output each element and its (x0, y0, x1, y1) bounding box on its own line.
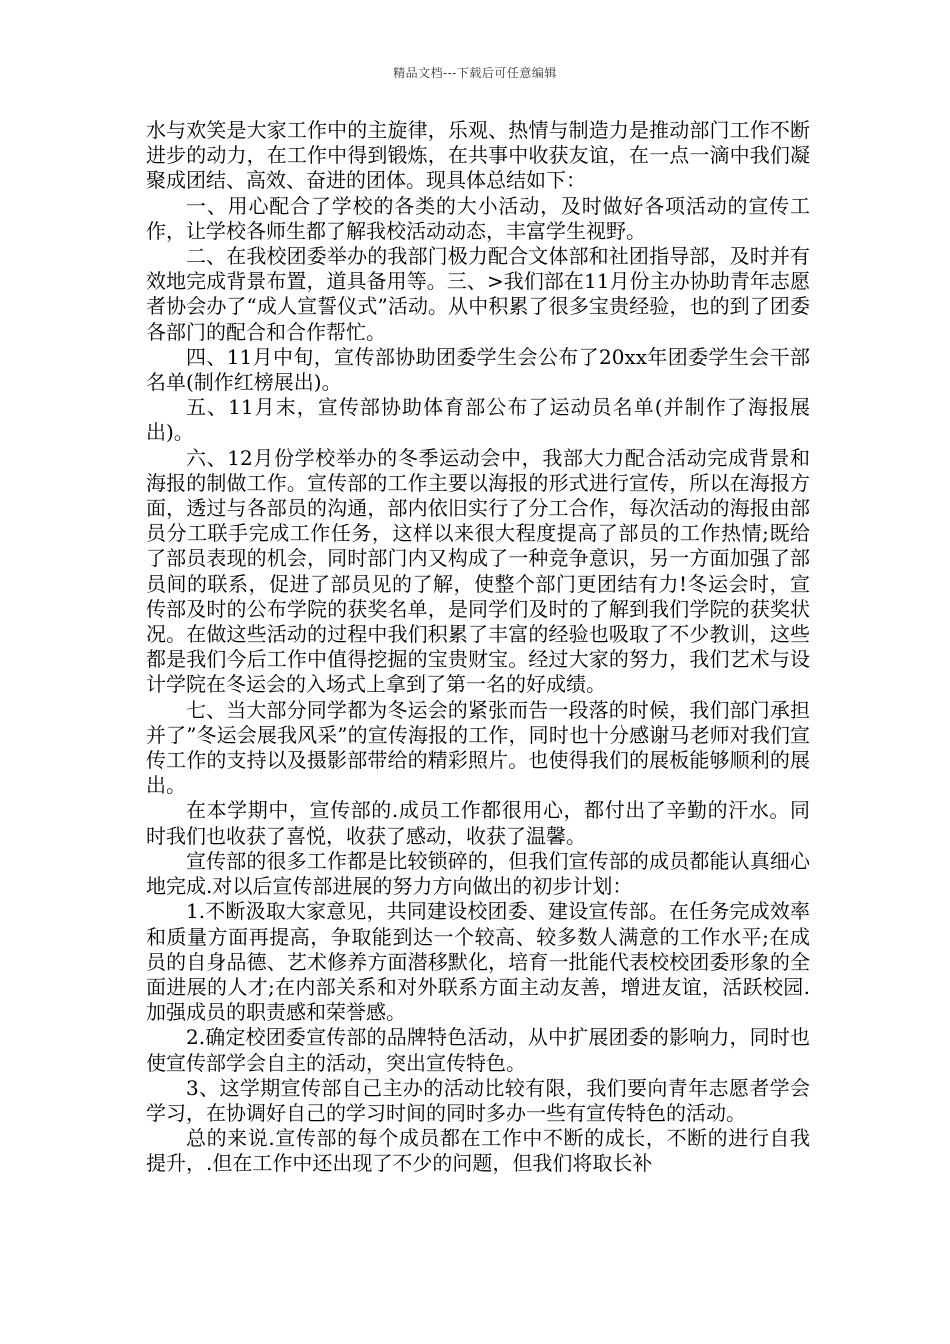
paragraph-item-7: 七、当大部分同学都为冬运会的紧张而告一段落的时候，我们部门承担并了”冬运会展我风采”的宣传海报的工作，同时也十分感谢马老师对我们宣传工作的支持以及摄影部带给的精彩照片。也使得我们的展板能够顺利的展出。 (146, 697, 810, 798)
paragraph-item-1: 一、用心配合了学校的各类的大小活动，及时做好各项活动的宣传工作，让学校各师生都了解我校活动动态，丰富学生视野。 (146, 193, 810, 243)
paragraph-intro: 水与欢笑是大家工作中的主旋律，乐观、热情与制造力是推动部门工作不断进步的动力，在工作中得到锻炼，在共事中收获友谊，在一点一滴中我们凝聚成团结、高效、奋进的团体。现具体总结如下： (146, 118, 810, 193)
paragraph-item-2-3: 二、在我校团委举办的我部门极力配合文体部和社团指导部，及时并有效地完成背景布置，道具备用等。三、>我们部在11月份主办协助青年志愿者协会办了“成人宣誓仪式”活动。从中积累了很多宝贵经验，也的到了团委各部门的配合和合作帮忙。 (146, 244, 810, 344)
page-header: 精品文档---下载后可任意编辑 (393, 66, 557, 80)
document-body (146, 118, 810, 1177)
paragraph-summary: 总的来说.宣传部的每个成员都在工作中不断的成长，不断的进行自我提升，.但在工作中还出现了不少的问题，但我们将取长补 (146, 1126, 810, 1176)
paragraph-item-5: 五、11月末，宣传部协助体育部公布了运动员名单(并制作了海报展出)。 (146, 395, 810, 445)
paragraph-plan-1: 1.不断汲取大家意见，共同建设校团委、建设宣传部。在任务完成效率和质量方面再提高，争取能到达一个较高、较多数人满意的工作水平;在成员的自身品德、艺术修养方面潜移默化，培育一批能代表校校团委形象的全面进展的人才;在内部关系和对外联系方面主动友善，增进友谊，活跃校园.加强成员的职责感和荣誉感。 (146, 899, 810, 1025)
paragraph-semester: 在本学期中，宣传部的.成员工作都很用心，都付出了辛勤的汗水。同时我们也收获了喜悦，收获了感动，收获了温馨。 (146, 798, 810, 848)
paragraph-plan-intro: 宣传部的很多工作都是比较锁碎的，但我们宣传部的成员都能认真细心地完成.对以后宣传部进展的努力方向做出的初步计划： (146, 848, 810, 899)
paragraph-item-4: 四、11月中旬，宣传部协助团委学生会公布了20xx年团委学生会干部名单(制作红榜展出)。 (146, 344, 810, 395)
paragraph-plan-3: 3、这学期宣传部自己主办的活动比较有限，我们要向青年志愿者学会学习，在协调好自己的学习时间的同时多办一些有宣传特色的活动。 (146, 1075, 810, 1125)
paragraph-plan-2: 2.确定校团委宣传部的品牌特色活动，从中扩展团委的影响力，同时也使宣传部学会自主的活动，突出宣传特色。 (146, 1025, 810, 1075)
paragraph-item-6: 六、12月份学校举办的冬季运动会中，我部大力配合活动完成背景和海报的制做工作。宣传部的工作主要以海报的形式进行宣传，所以在海报方面，透过与各部员的沟通，部内依旧实行了分工合作，每次活动的海报由部员分工联手完成工作任务，这样以来很大程度提高了部员的工作热情;既给了部员表现的机会，同时部门内又构成了一种竞争意识，另一方面加强了部员间的联系，促进了部员见的了解，使整个部门更团结有力!冬运会时，宣传部及时的公布学院的获奖名单，是同学们及时的了解到我们学院的获奖状况。在做这些活动的过程中我们积累了丰富的经验也吸取了不少教训，这些都是我们今后工作中值得挖掘的宝贵财宝。经过大家的努力，我们艺术与设计学院在冬运会的入场式上拿到了第一名的好成绩。 (146, 445, 810, 697)
